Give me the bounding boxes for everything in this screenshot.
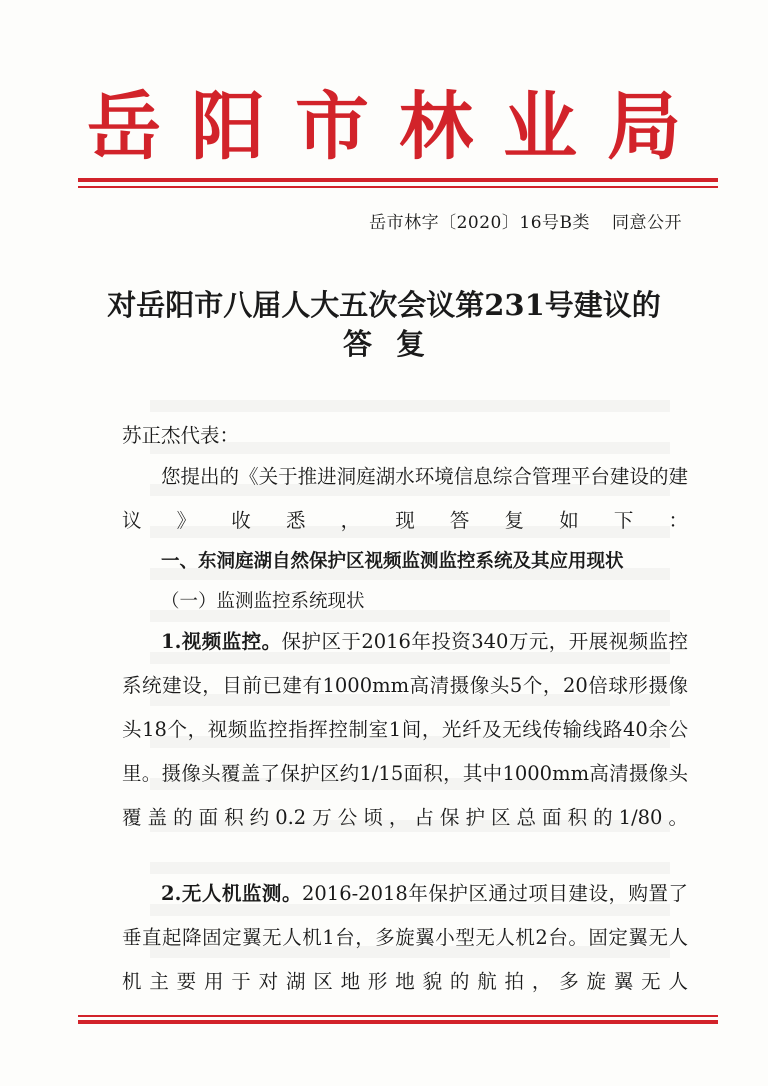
footer-divider-thin <box>78 1015 718 1017</box>
salutation: 苏正杰代表： <box>122 424 240 447</box>
item1-text: 保护区于2016年投资340万元，开展视频监控系统建设，目前已建有1000mm高清摄像头5个，20倍球形摄像头18个，视频监控指挥控制室1间，光纤及无线传输线路40余公里。摄像头覆盖了保护区约1/15面积，其中1000mm高清摄像头覆盖的面积约0.2万公顷，占保护区总面积的1/80。 <box>122 630 688 829</box>
document-ref: 岳市林字〔2020〕16号B类 <box>369 213 590 233</box>
paragraph-video-monitoring <box>122 620 688 840</box>
org-name-header: 岳阳市林业局 <box>87 84 711 170</box>
header-divider-thick <box>78 178 718 182</box>
footer-divider-thick <box>78 1020 718 1024</box>
intro-paragraph: 您提出的《关于推进洞庭湖水环境信息综合管理平台建设的建议》收悉，现答复如下： <box>122 465 688 532</box>
disclosure-status: 同意公开 <box>612 213 682 233</box>
document-number <box>369 208 682 233</box>
section-heading-1: 一、东洞庭湖自然保护区视频监测监控系统及其应用现状 <box>161 551 624 572</box>
item2-lead: 2.无人机监测。 <box>161 882 302 905</box>
document-title-line2: 答复 <box>342 327 449 361</box>
subsection-heading-1: （一）监测监控系统现状 <box>161 591 365 612</box>
paragraph-drone-monitoring <box>122 872 688 1004</box>
item1-lead: 1.视频监控。 <box>161 630 282 653</box>
header-divider-thin <box>78 186 718 188</box>
item2-text: 2016-2018年保护区通过项目建设，购置了垂直起降固定翼无人机1台，多旋翼小型无人机2台。固定翼无人机主要用于对湖区地形地貌的航拍，多旋翼无人 <box>122 882 689 993</box>
document-title-line1: 对岳阳市八届人大五次会议第231号建议的 <box>107 288 661 322</box>
